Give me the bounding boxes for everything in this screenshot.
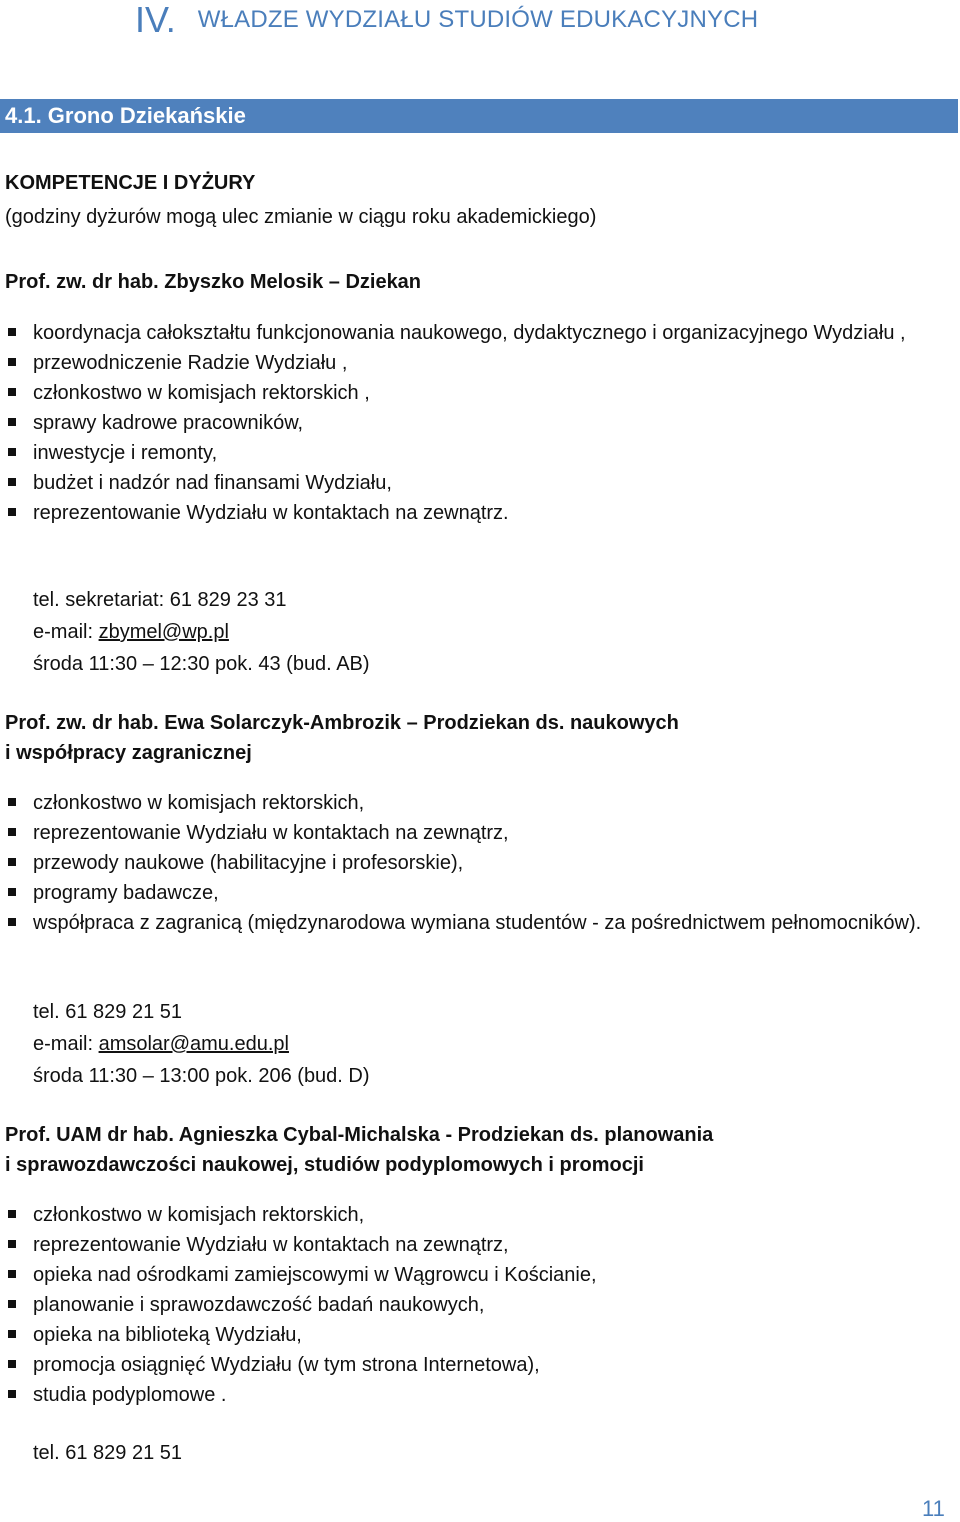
bullet-square-icon <box>8 328 16 336</box>
bullet-square-icon <box>8 478 16 486</box>
bullet-square-icon <box>8 1210 16 1218</box>
chapter-number: IV. <box>135 0 176 40</box>
list-item: współpraca z zagranicą (międzynarodowa wymiana studentów - za pośrednictwem pełnomocników). <box>5 908 955 938</box>
list-item: planowanie i sprawozdawczość badań naukowych, <box>5 1290 955 1320</box>
chapter-title: WŁADZE WYDZIAŁU STUDIÓW EDUKACYJNYCH <box>197 6 759 33</box>
vice-dean-planning-contact <box>33 1437 182 1469</box>
bullet-square-icon <box>8 1330 16 1338</box>
vice-dean-research-phone: tel. 61 829 21 51 <box>33 1001 183 1023</box>
list-item: przewody naukowe (habilitacyjne i profesorskie), <box>5 848 955 878</box>
dean-email-link[interactable]: zbymel@wp.pl <box>98 621 229 643</box>
vice-dean-research-email-link[interactable]: amsolar@amu.edu.pl <box>98 1033 289 1055</box>
intro-heading: KOMPETENCJE I DYŻURY <box>5 172 256 194</box>
list-item: reprezentowanie Wydziału w kontaktach na zewnątrz. <box>5 498 955 528</box>
bullet-square-icon <box>8 858 16 866</box>
intro-note: (godziny dyżurów mogą ulec zmianie w ciągu roku akademickiego) <box>5 206 597 228</box>
bullet-square-icon <box>8 918 16 926</box>
list-item: reprezentowanie Wydziału w kontaktach na zewnątrz, <box>5 818 955 848</box>
vice-dean-research-email-line: e-mail: amsolar@amu.edu.pl <box>33 1033 289 1055</box>
list-item: reprezentowanie Wydziału w kontaktach na zewnątrz, <box>5 1230 955 1260</box>
list-item: opieka na biblioteką Wydziału, <box>5 1320 955 1350</box>
vice-dean-planning-phone: tel. 61 829 21 51 <box>33 1442 183 1464</box>
list-item: członkostwo w komisjach rektorskich, <box>5 1200 955 1230</box>
list-item: promocja osiągnięć Wydziału (w tym strona Internetowa), <box>5 1350 955 1380</box>
bullet-square-icon <box>8 1360 16 1368</box>
section-heading-bar <box>0 99 958 133</box>
bullet-square-icon <box>8 418 16 426</box>
dean-name: Prof. zw. dr hab. Zbyszko Melosik – Dziekan <box>5 271 422 293</box>
vice-dean-planning-duties-list <box>5 1200 955 1410</box>
bullet-square-icon <box>8 1270 16 1278</box>
list-item: przewodniczenie Radzie Wydziału , <box>5 348 955 378</box>
list-item: opieka nad ośrodkami zamiejscowymi w Wągrowcu i Kościanie, <box>5 1260 955 1290</box>
dean-email-line: e-mail: zbymel@wp.pl <box>33 621 229 643</box>
dean-phone: tel. sekretariat: 61 829 23 31 <box>33 589 287 611</box>
list-item: koordynacja całokształtu funkcjonowania naukowego, dydaktycznego i organizacyjnego Wydziału , <box>5 318 955 348</box>
bullet-square-icon <box>8 508 16 516</box>
bullet-square-icon <box>8 358 16 366</box>
list-item: programy badawcze, <box>5 878 955 908</box>
vice-dean-planning-name: Prof. UAM dr hab. Agnieszka Cybal-Michalska - Prodziekan ds. planowania i sprawozdawczości naukowej, studiów podyplomowych i promocji <box>5 1124 714 1176</box>
vice-dean-research-duties-list <box>5 788 955 938</box>
vice-dean-research-contact <box>33 996 370 1092</box>
bullet-square-icon <box>8 1240 16 1248</box>
bullet-square-icon <box>8 1390 16 1398</box>
list-item: sprawy kadrowe pracowników, <box>5 408 955 438</box>
page-number: 11 <box>922 1496 945 1521</box>
bullet-square-icon <box>8 888 16 896</box>
bullet-square-icon <box>8 1300 16 1308</box>
dean-duties-list <box>5 318 955 528</box>
section-title: 4.1. Grono Dziekańskie <box>5 103 246 128</box>
vice-dean-research-office-hours: środa 11:30 – 13:00 pok. 206 (bud. D) <box>33 1065 370 1087</box>
dean-contact <box>33 584 370 680</box>
bullet-square-icon <box>8 388 16 396</box>
chapter-heading <box>135 0 758 40</box>
vice-dean-research-name: Prof. zw. dr hab. Ewa Solarczyk-Ambrozik – Prodziekan ds. naukowych i współpracy zagranicznej <box>5 712 679 764</box>
list-item: budżet i nadzór nad finansami Wydziału, <box>5 468 955 498</box>
dean-office-hours: środa 11:30 – 12:30 pok. 43 (bud. AB) <box>33 653 370 675</box>
bullet-square-icon <box>8 828 16 836</box>
list-item: członkostwo w komisjach rektorskich, <box>5 788 955 818</box>
list-item: inwestycje i remonty, <box>5 438 955 468</box>
bullet-square-icon <box>8 448 16 456</box>
list-item: członkostwo w komisjach rektorskich , <box>5 378 955 408</box>
bullet-square-icon <box>8 798 16 806</box>
list-item: studia podyplomowe . <box>5 1380 955 1410</box>
